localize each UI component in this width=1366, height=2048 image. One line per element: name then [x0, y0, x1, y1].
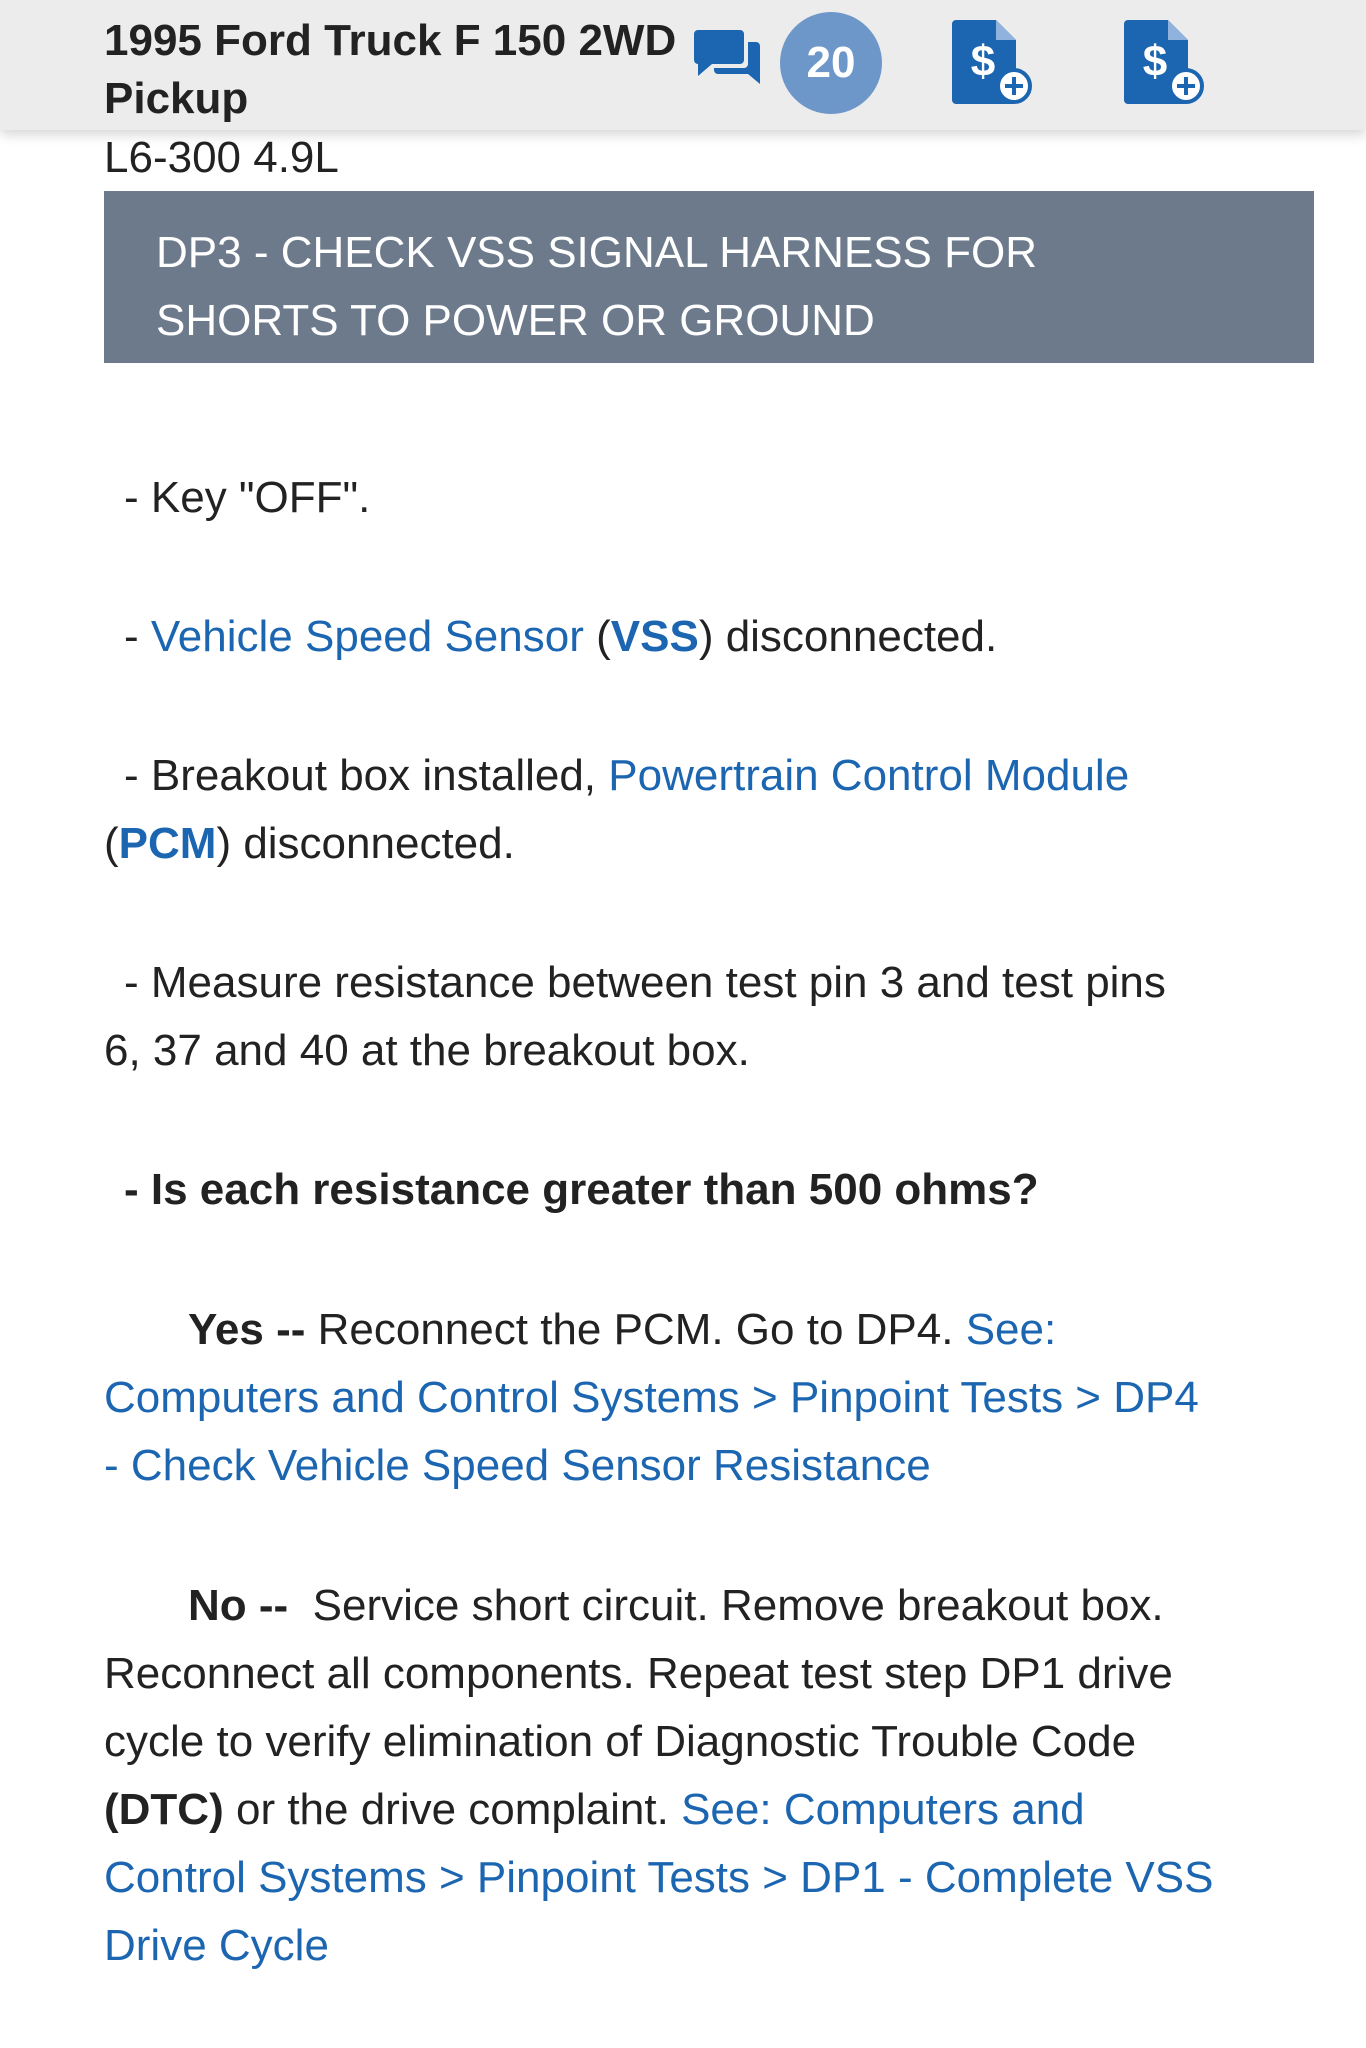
- dp1-link-line3: Drive Cycle: [104, 1921, 329, 1970]
- dtc-abbr: DTC: [118, 1785, 210, 1834]
- vehicle-speed-sensor-link[interactable]: Vehicle Speed Sensor: [150, 612, 584, 661]
- vehicle-title: [104, 12, 676, 128]
- document-dollar-add-icon: [952, 16, 1034, 108]
- answer-no-label: No --: [188, 1581, 289, 1630]
- svg-text:$: $: [1142, 37, 1168, 86]
- dp4-link-line2: Computers and Control Systems > Pinpoint Tests > DP4: [104, 1373, 1199, 1422]
- dtc-open: (: [104, 1785, 119, 1834]
- step-question-text: - Is each resistance greater than 500 ohms?: [124, 1165, 1039, 1214]
- step-pcm-close: ) disconnected.: [216, 819, 515, 868]
- pcm-abbr-link[interactable]: PCM: [118, 819, 217, 868]
- step-key-off: [104, 464, 1324, 532]
- step-breakout-box: [104, 742, 1324, 878]
- answer-yes: [104, 1296, 1324, 1500]
- chat-icon: [692, 22, 764, 94]
- dp1-link-line2: Control Systems > Pinpoint Tests > DP1 - Complete VSS: [104, 1853, 1214, 1902]
- step-vss-close: ) disconnected.: [698, 612, 998, 661]
- comments-button[interactable]: [692, 22, 764, 94]
- step-vss-prefix: -: [124, 612, 151, 661]
- step-key-off-text: - Key "OFF".: [124, 473, 371, 522]
- answer-yes-text: Reconnect the PCM. Go to DP4.: [305, 1305, 966, 1354]
- vehicle-title-line2: Pickup: [104, 74, 249, 123]
- step-vss-open: (: [583, 612, 611, 661]
- top-bar: [0, 0, 1366, 130]
- dp4-link-line1: See:: [965, 1305, 1057, 1354]
- section-heading: [104, 191, 1314, 363]
- answer-no: [104, 1572, 1324, 1980]
- document-dollar-add-icon: [1124, 16, 1206, 108]
- answer-no-line2: Reconnect all components. Repeat test step DP1 drive: [104, 1649, 1173, 1698]
- step-measure-resistance: [104, 949, 1324, 1085]
- step-vss-disconnected: [104, 603, 1324, 671]
- vehicle-title-line1: 1995 Ford Truck F 150 2WD: [104, 16, 677, 65]
- procedure-content: [104, 464, 1324, 1980]
- step-measure-line2: 6, 37 and 40 at the breakout box.: [104, 1026, 750, 1075]
- step-pcm-open: (: [104, 819, 119, 868]
- dtc-close: ): [209, 1785, 224, 1834]
- section-heading-line2: SHORTS TO POWER OR GROUND: [156, 296, 875, 345]
- answer-no-line3: cycle to verify elimination of Diagnostic Trouble Code: [104, 1717, 1137, 1766]
- add-estimate-button[interactable]: [952, 16, 1034, 108]
- answer-yes-label: Yes --: [188, 1305, 306, 1354]
- step-breakout-prefix: - Breakout box installed,: [124, 751, 609, 800]
- step-measure-line1: - Measure resistance between test pin 3 and test pins: [124, 958, 1166, 1007]
- step-question: [104, 1156, 1324, 1224]
- dp1-link-line1: See: Computers and: [681, 1785, 1085, 1834]
- comment-count-badge[interactable]: 20: [780, 12, 882, 114]
- answer-no-line4: or the drive complaint.: [223, 1785, 682, 1834]
- dp4-link-line3: - Check Vehicle Speed Sensor Resistance: [104, 1441, 931, 1490]
- section-heading-line1: DP3 - CHECK VSS SIGNAL HARNESS FOR: [156, 228, 1038, 277]
- engine-subtitle: L6-300 4.9L: [104, 133, 339, 182]
- powertrain-control-module-link[interactable]: Powertrain Control Module: [608, 751, 1130, 800]
- vss-abbr-link[interactable]: VSS: [610, 612, 699, 661]
- add-labor-estimate-button[interactable]: [1124, 16, 1206, 108]
- svg-text:$: $: [970, 37, 996, 86]
- answer-no-line1: Service short circuit. Remove breakout box.: [288, 1581, 1164, 1630]
